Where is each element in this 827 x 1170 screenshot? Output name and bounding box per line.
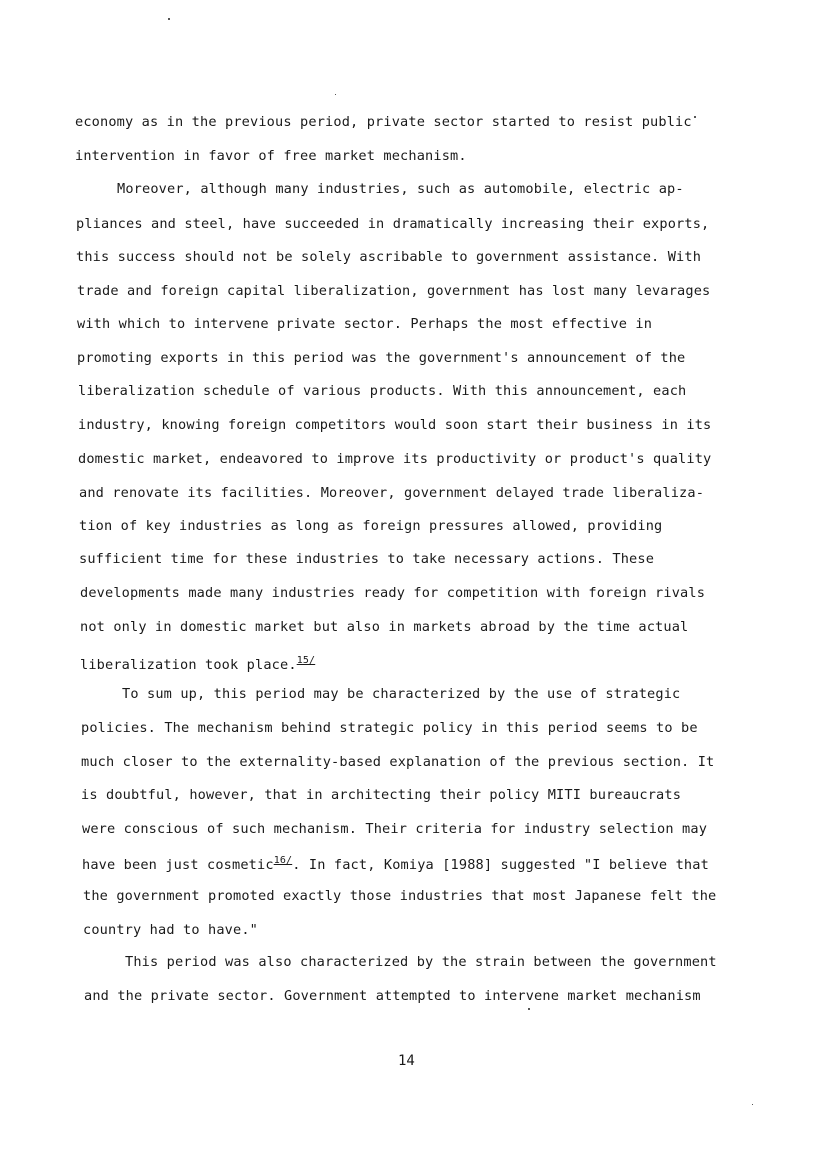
text-line: is doubtful, however, that in architecting their policy MITI bureaucrats (81, 787, 682, 803)
scan-speck (752, 1104, 753, 1105)
text-line: not only in domestic market but also in markets abroad by the time actual (80, 619, 689, 635)
text-line: this success should not be solely ascribable to government assistance. With (76, 249, 702, 265)
text-line: This period was also characterized by the strain between the government (125, 954, 717, 970)
text-line: with which to intervene private sector. Perhaps the most effective in (77, 316, 653, 332)
text-line: intervention in favor of free market mechanism. (75, 148, 467, 164)
text-line: were conscious of such mechanism. Their criteria for industry selection may (82, 821, 708, 837)
text-line: To sum up, this period may be characterized by the use of strategic (122, 686, 681, 702)
scan-speck (694, 116, 696, 118)
scan-speck (528, 1008, 530, 1010)
text-line: and the private sector. Government attempted to intervene market mechanism (84, 988, 701, 1004)
scan-speck (168, 18, 170, 20)
text-line-segment: liberalization took place. (80, 657, 297, 673)
text-line: sufficient time for these industries to take necessary actions. These (79, 551, 655, 567)
text-line: domestic market, endeavored to improve its productivity or product's quality (78, 451, 712, 467)
footnote-ref: 15/ (296, 655, 316, 666)
text-line: liberalization schedule of various products. With this announcement, each (78, 383, 687, 399)
text-line: the government promoted exactly those industries that most Japanese felt the (83, 888, 717, 904)
text-line: much closer to the externality-based explanation of the previous section. It (81, 754, 715, 770)
footnote-ref: 16/ (273, 855, 293, 866)
text-line: trade and foreign capital liberalization, government has lost many levarages (77, 283, 711, 299)
text-line: tion of key industries as long as foreign pressures allowed, providing (79, 518, 663, 534)
text-line: developments made many industries ready for competition with foreign rivals (80, 585, 706, 601)
scan-speck (335, 94, 336, 95)
text-line: Moreover, although many industries, such as automobile, electric ap- (117, 181, 684, 197)
text-line: industry, knowing foreign competitors would soon start their business in its (78, 417, 712, 433)
text-line-segment: . In fact, Komiya [1988] suggested "I believe that (292, 857, 709, 873)
page-number: 14 (398, 1053, 415, 1069)
text-line: economy as in the previous period, private sector started to resist public (75, 114, 692, 130)
text-line: country had to have." (83, 922, 259, 938)
text-line-segment: have been just cosmetic (82, 857, 274, 873)
text-line: promoting exports in this period was the government's announcement of the (77, 350, 686, 366)
text-line (82, 852, 709, 874)
text-line: pliances and steel, have succeeded in dramatically increasing their exports, (76, 216, 710, 232)
text-line: and renovate its facilities. Moreover, government delayed trade liberaliza- (79, 485, 705, 501)
text-line: policies. The mechanism behind strategic policy in this period seems to be (81, 720, 698, 736)
text-line (80, 652, 315, 674)
